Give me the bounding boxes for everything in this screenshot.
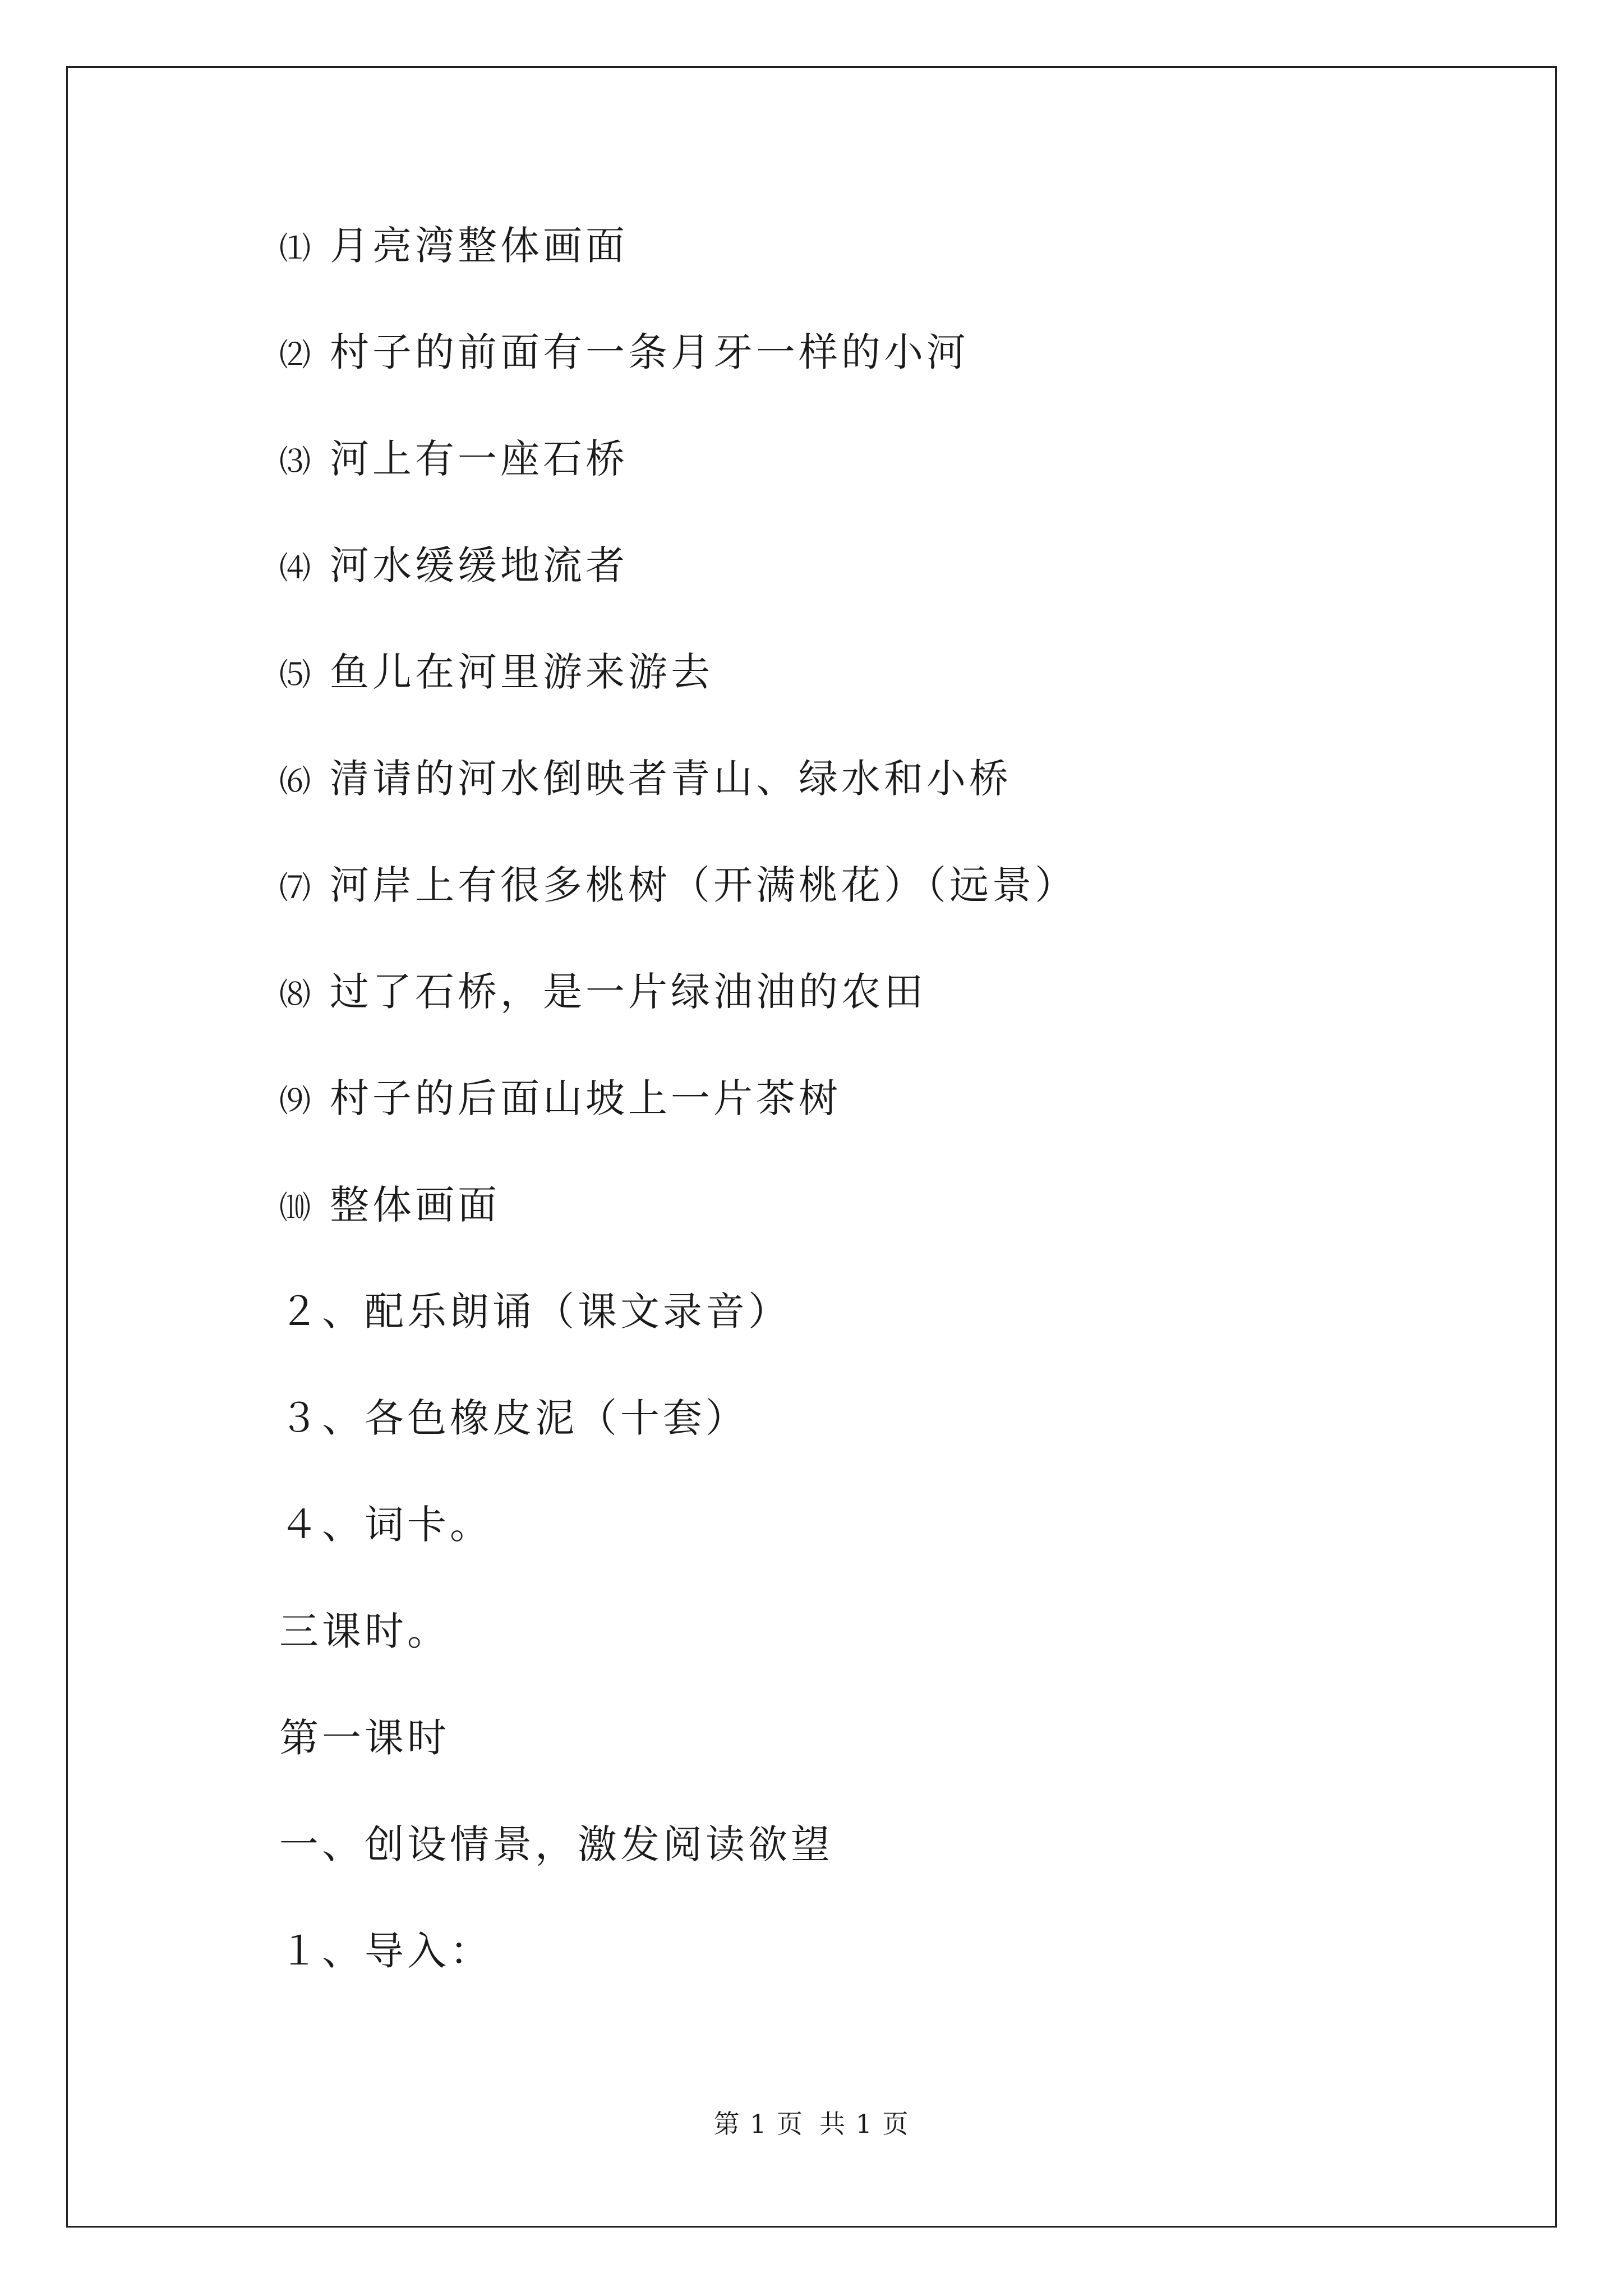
item-number: ⑶ <box>279 444 311 480</box>
list-item <box>279 218 628 274</box>
section-heading: 一、创设情景，激发阅读欲望 <box>279 1821 833 1867</box>
item-number: ⑹ <box>279 763 311 800</box>
item-text: 河上有一座石桥 <box>330 436 628 482</box>
list-item <box>279 857 1077 913</box>
paragraph-line: 三课时。 <box>279 1608 450 1654</box>
item-text: 河岸上有很多桃树（开满桃花）（远景） <box>330 862 1077 908</box>
item-text: 过了石桥，是一片绿油油的农田 <box>330 969 926 1015</box>
item-text: 整体画面 <box>330 1182 500 1228</box>
item-text: 河水缓缓地流者 <box>330 542 628 588</box>
item-number: ⑴ <box>279 231 311 267</box>
list-item <box>279 537 628 593</box>
list-item <box>279 431 628 487</box>
page-footer <box>0 2104 1623 2141</box>
page-number-total: 共 1 页 <box>819 2109 910 2139</box>
paragraph-line: ３、各色橡皮泥（十套） <box>279 1395 748 1441</box>
page-number-current: 第 1 页 <box>713 2109 804 2139</box>
item-number: ⑼ <box>279 1083 311 1120</box>
list-item <box>279 1177 500 1233</box>
list-item <box>279 644 713 700</box>
item-text: 村子的前面有一条月牙一样的小河 <box>330 329 969 375</box>
item-text: 月亮湾整体画面 <box>330 223 628 269</box>
list-item <box>279 1070 841 1126</box>
item-text: 鱼儿在河里游来游去 <box>330 649 713 695</box>
paragraph-line: １、导入： <box>279 1928 492 1974</box>
item-text: 村子的后面山坡上一片茶树 <box>330 1075 841 1121</box>
paragraph-line: ４、词卡。 <box>279 1502 492 1548</box>
section-heading: 第一课时 <box>279 1715 450 1761</box>
item-number: ⑻ <box>279 977 311 1013</box>
item-number: ⑸ <box>279 657 311 693</box>
page-border <box>66 66 1557 2228</box>
list-item <box>279 324 969 380</box>
item-text: 清请的河水倒映者青山、绿水和小桥 <box>330 756 1012 802</box>
item-number: ⑺ <box>279 870 311 907</box>
item-number: ⑵ <box>279 337 311 374</box>
item-number: ⑽ <box>279 1190 311 1226</box>
list-item <box>279 751 1012 807</box>
item-number: ⑷ <box>279 550 311 587</box>
paragraph-line: ２、配乐朗诵（课文录音） <box>279 1289 791 1335</box>
list-item <box>279 964 926 1020</box>
